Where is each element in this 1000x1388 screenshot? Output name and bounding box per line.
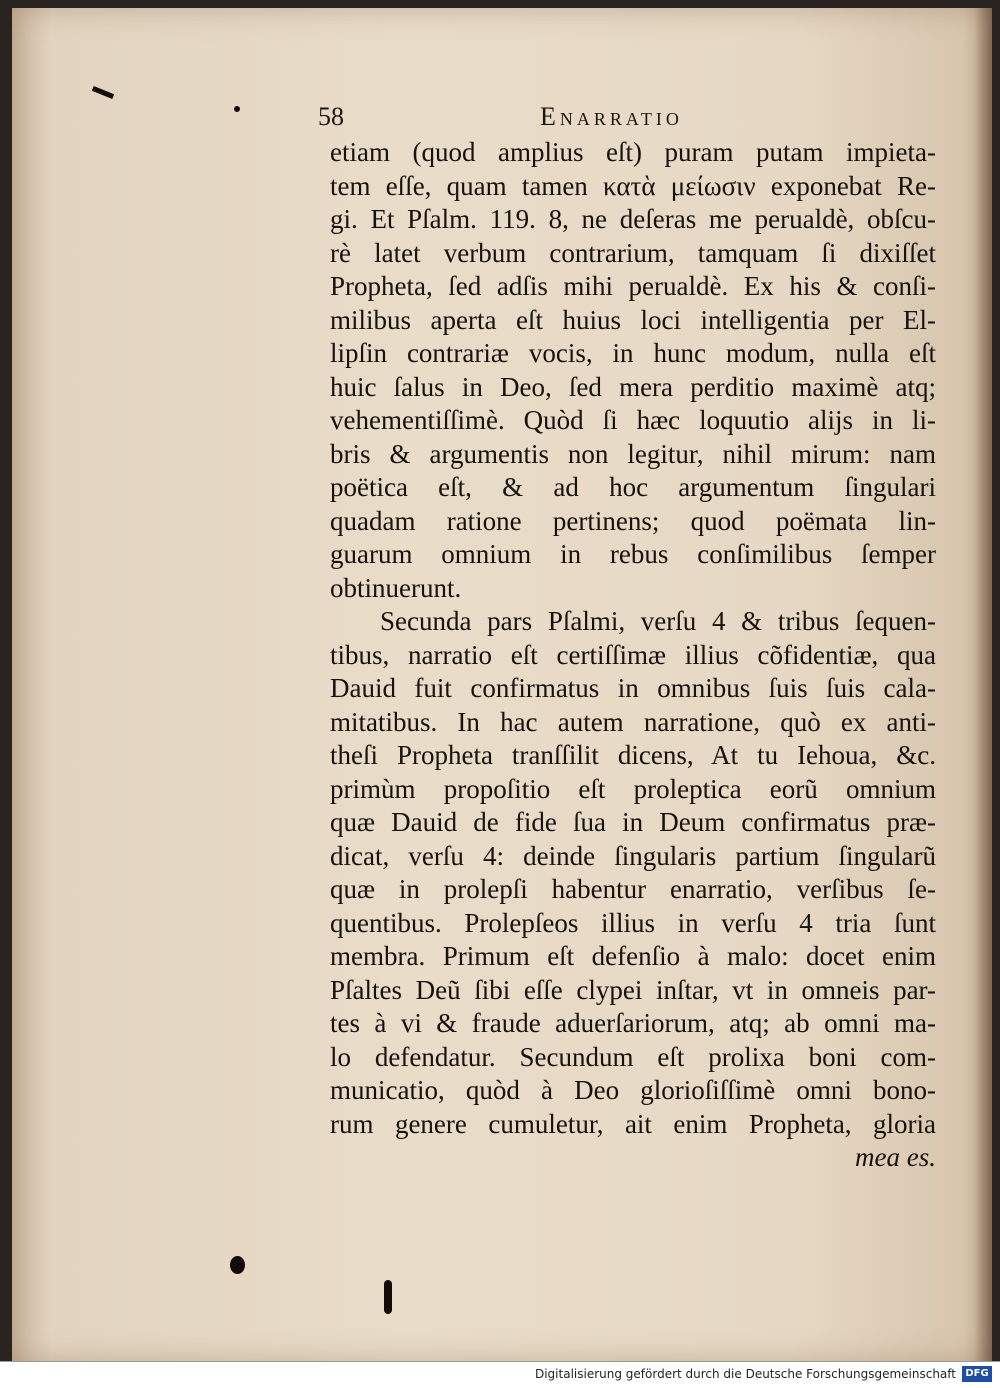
text-line: quentibus. Prolepſeos illius in verſu 4 tria ſunt xyxy=(330,907,936,938)
book-page xyxy=(12,8,992,1362)
text-line: gi. Et Pſalm. 119. 8, ne deſeras me perualdè, obſcu- xyxy=(330,204,936,234)
ink-stroke xyxy=(384,1280,392,1314)
text-line: Propheta, ſed adſis mihi perualdè. Ex his & conſi- xyxy=(330,271,936,301)
text-line: vehementiſſimè. Quòd ſi hæc loquutio alijs in li- xyxy=(330,405,936,435)
text-line: tem eſſe, quam tamen κατὰ μείωσιν exponebat Re- xyxy=(330,170,936,201)
text-line: obtinuerunt. xyxy=(330,572,462,603)
page-number: 58 xyxy=(318,102,344,131)
text-line: primùm propoſitio eſt proleptica eorũ omnium xyxy=(330,773,936,804)
text-line: rè latet verbum contrarium, tamquam ſi dixiſſet xyxy=(330,237,936,268)
body-text xyxy=(330,136,936,1175)
funding-note: Digitalisierung gefördert durch die Deutsche Forschungsgemeinschaft xyxy=(534,1367,956,1381)
page-gutter-shadow xyxy=(974,8,992,1362)
text-line: municatio, quòd à Deo glorioſiſſimè omni bono- xyxy=(330,1075,936,1105)
text-line: membra. Primum eſt defenſio à malo: docet enim xyxy=(330,941,936,971)
text-line: etiam (quod amplius eſt) puram putam impieta- xyxy=(330,137,936,167)
catchword: mea es. xyxy=(855,1142,936,1172)
running-head: Enarratio xyxy=(540,102,683,131)
text-line: theſi Propheta tranſſilit dicens, At tu Iehoua, &c. xyxy=(330,740,936,770)
text-line: quadam ratione pertinens; quod poëmata lin- xyxy=(330,505,936,536)
text-line: lo defendatur. Secundum eſt prolixa boni com- xyxy=(330,1041,936,1072)
text-line: huic ſalus in Deo, ſed mera perditio maximè atq; xyxy=(330,371,936,402)
footer-bar xyxy=(0,1361,1000,1388)
text-line: lipſin contrariæ vocis, in hunc modum, nulla eſt xyxy=(330,338,936,368)
text-line: dicat, verſu 4: deinde ſingularis partium ſingularũ xyxy=(330,840,936,871)
text-line: mitatibus. In hac autem narratione, quò ex anti- xyxy=(330,706,936,737)
text-line: quæ Dauid de fide ſua in Deum confirmatus præ- xyxy=(330,807,936,837)
ink-dot xyxy=(234,106,240,112)
text-line: Secunda pars Pſalmi, verſu 4 & tribus ſequen- xyxy=(380,606,936,636)
text-line: tibus, narratio eſt certiſſimæ illius cõfidentiæ, qua xyxy=(330,639,936,670)
text-line: rum genere cumuletur, ait enim Propheta, gloria xyxy=(330,1108,936,1139)
text-line: Dauid fuit confirmatus in omnibus ſuis ſuis cala- xyxy=(330,673,936,703)
text-line: bris & argumentis non legitur, nihil mirum: nam xyxy=(330,438,936,469)
text-line: quæ in prolepſi habentur enarratio, verſibus ſe- xyxy=(330,874,936,904)
dfg-logo: DFG xyxy=(962,1366,992,1382)
page-header xyxy=(318,102,938,138)
text-line: poëtica eſt, & ad hoc argumentum ſingulari xyxy=(330,472,936,502)
ink-mark xyxy=(92,86,114,99)
ink-dot xyxy=(230,1256,245,1274)
text-line: guarum omnium in rebus conſimilibus ſemper xyxy=(330,539,936,569)
text-line: tes à vi & fraude aduerſariorum, atq; ab omni ma- xyxy=(330,1008,936,1038)
text-line: Pſaltes Deũ ſibi eſſe clypei inſtar, vt in omneis par- xyxy=(330,974,936,1005)
text-line: milibus aperta eſt huius loci intelligentia per El- xyxy=(330,304,936,335)
